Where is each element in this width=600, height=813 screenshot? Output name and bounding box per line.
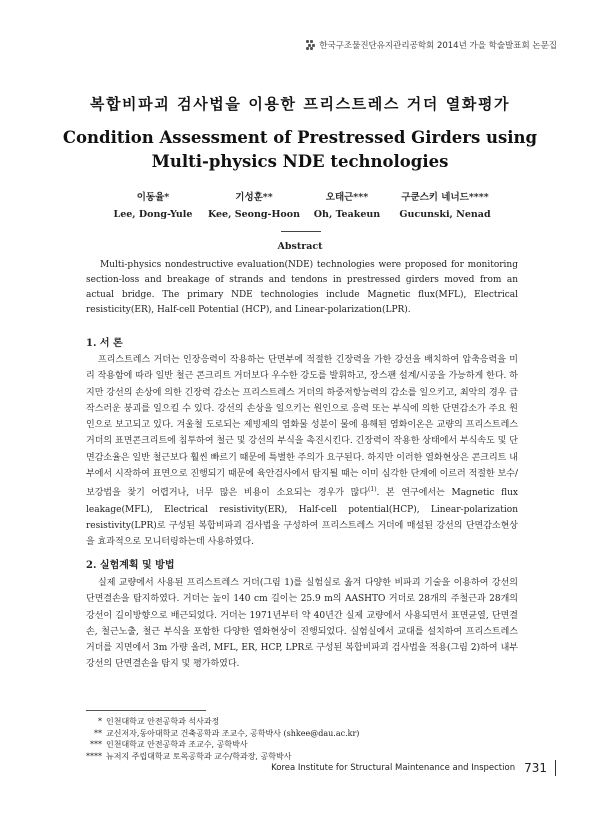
section-1-text: 프리스트레스 거더는 인장응력이 작용하는 단면부에 적절한 긴장력을 가한 강선을 배치하여 압축응력을 미리 작용함에 따라 일반 철근 콘크리트 거더보다 우수한 강도를 발휘하고, 장스팬 설계/시공을 가능하게 한다. 하지만 강선의 손상에 의한 긴장력 감소는 프리스트레스 거더의 하중저항능력의 감소를 일으키고, 최악의 경우 급작스러운 붕괴를 일으킬 수 있다. 강선의 손상을 일으키는 원인으로 응력 또는 부식에 의한 단면감소가 주요 원인으로 보고되고 있다. 겨울철 도로되는 제빙제의 염화물 성분이 물에 용해된 염화이온은 교량의 프리스트레스 거더의 표면콘크리트에 침투하여 철근 및 강선의 부식을 촉진시킨다. 긴장력이 작용한 상태에서 부식속도 및 단면감소율은 일반 철근보다 훨씬 빠르기 때문에 특별한 주의가 요구된다. 하지만 이러한 열화현상은 콘크리트 내부에서 시작하여 표면으로 진행되기 때문에 육안검사에서 탐지될 때는 이미 심각한 단계에 이르러 적절한 보수/보강법을 찾기 어렵거나, 너무 많은 비용이 소요되는 경우가 많다 [86,355,518,499]
footnote-mark: **** [86,751,102,761]
english-title [0,126,600,174]
footnote [86,739,359,751]
section-1-heading: 1. 서 론 [86,338,123,349]
abstract-heading: Abstract [277,241,323,252]
author-korean-name: 이동율* [136,192,170,203]
journal-name: 한국구조물진단유지관리공학회 2014년 가을 학술발표회 논문집 [319,41,557,51]
english-title-line-2: Multi-physics NDE technologies [151,152,449,171]
page-footer [271,760,556,776]
section-1-text-continued: . 본 연구에서는 Magnetic flux leakage(MFL), Electrical resistivity(ER), Half-cell potential(HCP), Linear-polarization resistivity(LPR)로 구성된 복합비파괴 검사법을 구성하여 프리스트레스 거더에 매설된 강선의 단면감소현상을 효과적으로 모니터링하는데 사용하였다. [86,488,518,548]
author-english-name: Kee, Seong-Hoon [207,209,301,220]
journal-logo-icon [306,40,315,50]
page-number: 731 [524,761,547,775]
publisher-name: Korea Institute for Structural Maintenance and Inspection [271,763,516,773]
footnote-mark: ** [94,728,102,738]
footnote-list [86,716,359,762]
author-korean-name: 기성훈** [235,192,273,203]
footnote [86,716,359,728]
title-divider [281,231,321,232]
author-english-name: Gucunski, Nenad [399,209,491,220]
section-2-heading: 2. 실험계획 및 방법 [86,560,175,571]
korean-title: 복합비파괴 검사법을 이용한 프리스트레스 거더 열화평가 [89,95,511,113]
footnote-divider [86,710,206,711]
english-title-line-1: Condition Assessment of Prestressed Girders using [62,128,538,147]
footnote-mark: *** [90,740,102,750]
section-1-paragraph [86,352,518,551]
author-korean-name: 오태근*** [325,192,369,203]
citation-ref: (1) [368,486,377,494]
footnote-mark: * [98,717,102,726]
section-2-paragraph: 실제 교량에서 사용된 프리스트레스 거더(그림 1)를 실험실로 옮겨 다양한 비파괴 기술을 이용하여 강선의 단면결손을 탐지하였다. 거더는 높이 140 cm 길이는 25.9 m의 AASHTO 거더로 28개의 주철근과 28개의 강선이 길이방향으로 배근되었다. 거더는 1971년부터 약 40년간 실제 교량에서 사용되면서 표면균열, 단면결손, 철근노출, 철근 부식을 포함한 다양한 열화현상이 진행되었다. 실험실에서 교대를 설치하여 프리스트레스 거더를 지면에서 3m 가량 올려, MFL, ER, HCP, LPR로 구성된 복합비파괴 검사법을 적용(그림 2)하여 내부 강선의 단면결손을 탐지 및 평가하였다. [86,578,518,670]
author-english-name: Oh, Teakeun [313,209,381,220]
author [206,189,302,220]
author [302,189,392,220]
journal-header [306,39,557,51]
footnote-text: 교신저자,동아대학교 건축공학과 조교수, 공학박사 (shkee@dau.ac.kr) [106,728,360,738]
author-english-name: Lee, Dong-Yule [113,209,193,220]
author [108,189,198,220]
footnote-text: 인천대학교 안전공학과 석사과정 [106,717,220,726]
author-korean-name: 구쿤스키 네너드**** [401,192,489,203]
footnote-text: 인천대학교 안전공학과 조교수, 공학박사 [106,740,248,750]
footnote-text: 뉴저지 주립대학교 토목공학과 교수/학과장, 공학박사 [106,751,292,761]
author [390,189,500,220]
footer-divider [555,760,556,776]
footnote [86,728,359,740]
abstract-text: Multi-physics nondestructive evaluation(NDE) technologies were proposed for monitoring section-loss and breakage of strands and tendons in prestressed girders moved from an actual bridge. The primary NDE technologies include Magnetic flux(MFL), Electrical resisticity(ER), Half-cell Potential (HCP), and Linear-polarization(LPR). [86,260,518,315]
